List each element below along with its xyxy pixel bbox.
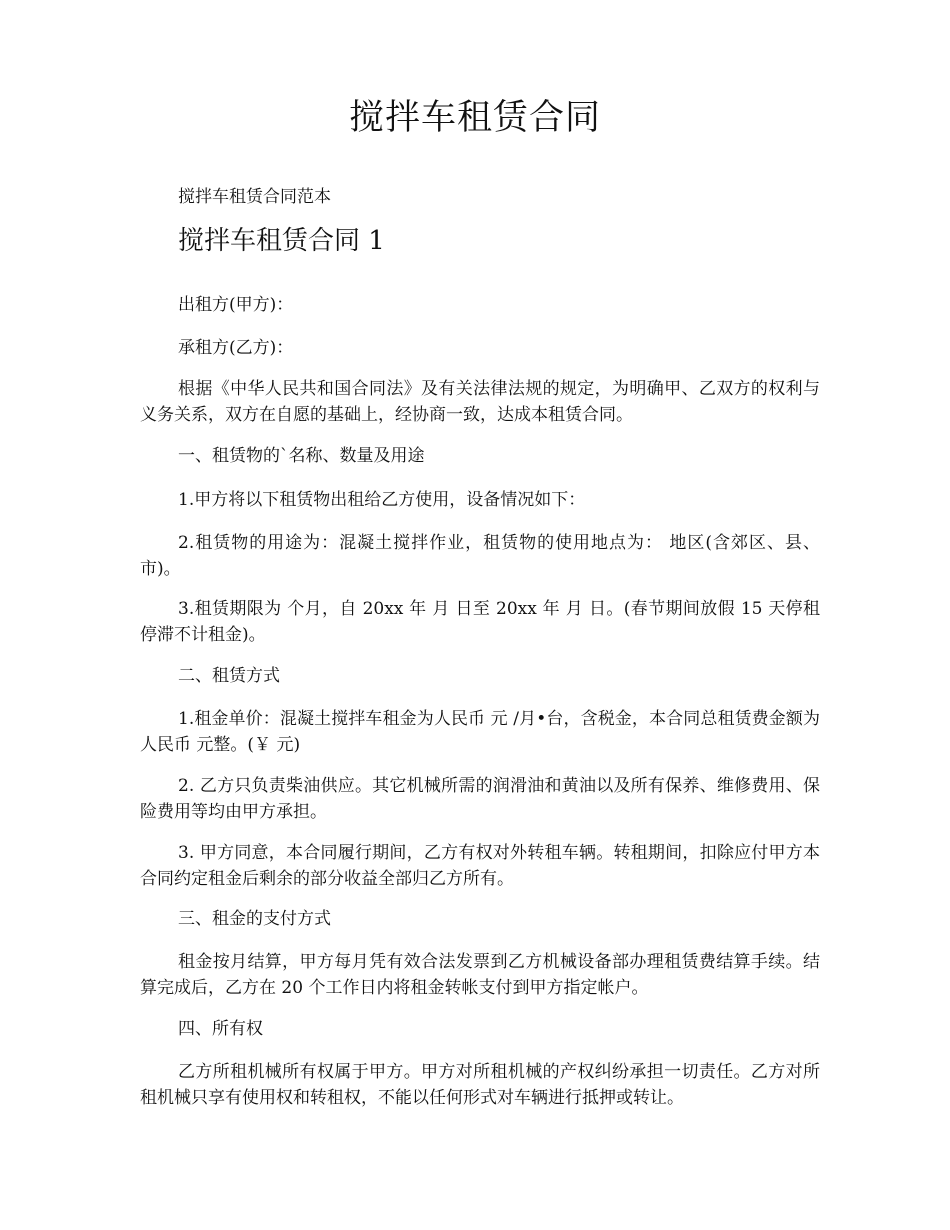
paragraph-2-1: 1.租金单价：混凝土搅拌车租金为人民币 元 /月•台，含税金，本合同总租赁费金额为人民币 元整。(￥ 元)	[140, 709, 820, 755]
paragraph-3-1: 租金按月结算，甲方每月凭有效合法发票到乙方机械设备部办理租赁费结算手续。结算完成后，乙方在 20 个工作日内将租金转帐支付到甲方指定帐户。	[140, 952, 820, 998]
paragraph-4-1: 乙方所租机械所有权属于甲方。甲方对所租机械的产权纠纷承担一切责任。乙方对所租机械只享有使用权和转租权，不能以任何形式对车辆进行抵押或转让。	[140, 1062, 820, 1108]
paragraph-lessor: 出租方(甲方)：	[178, 295, 294, 315]
section-heading-2: 二、租赁方式	[178, 666, 280, 686]
section-heading-1: 一、租赁物的`名称、数量及用途	[178, 446, 425, 466]
contract-heading: 搅拌车租赁合同 1	[178, 226, 385, 256]
paragraph-2-3: 3. 甲方同意，本合同履行期间，乙方有权对外转租车辆。转租期间，扣除应付甲方本合同约定租金后剩余的部分收益全部归乙方所有。	[140, 843, 820, 889]
paragraph-lessee: 承租方(乙方)：	[178, 338, 294, 358]
paragraph-preamble: 根据《中华人民共和国合同法》及有关法律法规的规定，为明确甲、乙双方的权利与义务关系，双方在自愿的基础上，经协商一致，达成本租赁合同。	[140, 379, 820, 425]
section-heading-4: 四、所有权	[178, 1019, 263, 1039]
section-heading-3: 三、租金的支付方式	[178, 909, 331, 929]
paragraph-1-2: 2.租赁物的用途为：混凝土搅拌作业，租赁物的使用地点为： 地区(含郊区、县、市)。	[140, 533, 820, 579]
paragraph-1-3: 3.租赁期限为 个月，自 20xx 年 月 日至 20xx 年 月 日。(春节期间放假 15 天停租停滞不计租金)。	[140, 599, 820, 645]
paragraph-2-2: 2. 乙方只负责柴油供应。其它机械所需的润滑油和黄油以及所有保养、维修费用、保险费用等均由甲方承担。	[140, 776, 820, 822]
document-subtitle: 搅拌车租赁合同范本	[178, 187, 331, 207]
paragraph-1-1: 1.甲方将以下租赁物出租给乙方使用，设备情况如下：	[178, 490, 586, 510]
document-title: 搅拌车租赁合同	[348, 98, 601, 138]
